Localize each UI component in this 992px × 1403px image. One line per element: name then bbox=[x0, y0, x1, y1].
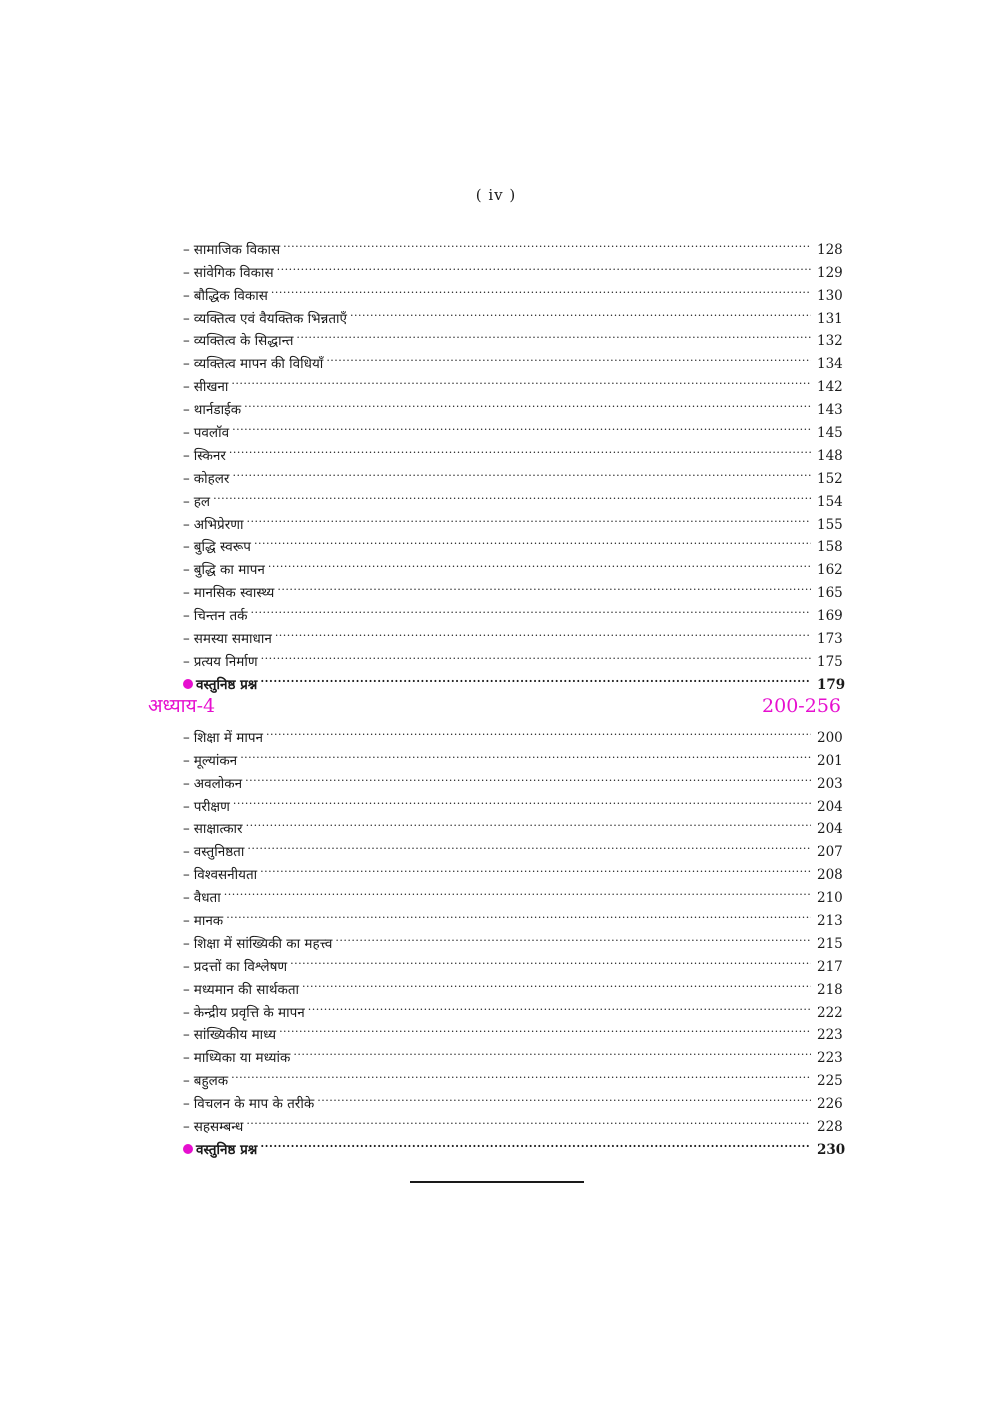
dash-marker: – bbox=[183, 1004, 190, 1021]
dash-marker: – bbox=[183, 333, 190, 350]
dash-marker: – bbox=[183, 913, 190, 930]
dash-marker: – bbox=[183, 844, 190, 861]
toc-entry-page: 222 bbox=[817, 1004, 843, 1021]
toc-entry-page: 225 bbox=[817, 1073, 843, 1090]
toc-entry bbox=[183, 742, 843, 769]
toc-entry bbox=[183, 1017, 843, 1044]
toc-entry-title: अवलोकन bbox=[193, 775, 243, 792]
dash-marker: – bbox=[183, 310, 190, 327]
toc-entry-title: चिन्तन तर्क bbox=[193, 608, 248, 625]
toc-entry bbox=[183, 1085, 843, 1113]
toc-entry bbox=[183, 879, 843, 907]
toc-entry-page: 218 bbox=[817, 981, 843, 998]
toc-entry-title: मानक bbox=[193, 913, 224, 930]
toc-entry bbox=[183, 856, 843, 884]
dash-marker: – bbox=[183, 379, 190, 396]
toc-entry-page: 132 bbox=[817, 333, 843, 350]
dash-marker: – bbox=[183, 356, 190, 373]
toc-entry-page: 215 bbox=[817, 935, 843, 952]
dash-marker: – bbox=[183, 653, 190, 670]
toc-entry bbox=[183, 506, 843, 533]
toc-entry-page: 204 bbox=[817, 821, 843, 838]
dash-marker: – bbox=[183, 821, 190, 838]
toc-entry bbox=[183, 1039, 843, 1067]
toc-entry-page: 128 bbox=[817, 241, 843, 258]
toc-entry bbox=[183, 460, 843, 487]
toc-entry-title: विचलन के माप के तरीके bbox=[193, 1096, 315, 1113]
page-number: ( iv ) bbox=[475, 186, 517, 204]
toc-entry bbox=[183, 551, 843, 579]
toc-entry-page: 230 bbox=[817, 1141, 846, 1158]
toc-entry bbox=[183, 368, 843, 396]
end-rule bbox=[410, 1181, 584, 1183]
toc-entry-page: 208 bbox=[817, 867, 843, 884]
dash-marker: – bbox=[183, 631, 190, 648]
toc-entry-page: 134 bbox=[817, 356, 843, 373]
dot-leader bbox=[279, 1017, 811, 1040]
toc-entry-page: 173 bbox=[817, 631, 843, 648]
toc-entry-page: 158 bbox=[817, 539, 843, 556]
dot-leader bbox=[231, 1062, 811, 1085]
toc-entry-title: वस्तुनिष्ठ प्रश्न bbox=[196, 676, 258, 693]
toc-entry-page: 130 bbox=[817, 287, 843, 304]
toc-entry-title: बहुलक bbox=[193, 1073, 229, 1090]
toc-entry-title: वस्तुनिष्ठता bbox=[193, 844, 245, 861]
toc-entry-title: हल bbox=[193, 493, 211, 510]
toc-entry-title: साक्षात्कार bbox=[193, 821, 243, 838]
toc-entry-title: बौद्धिक विकास bbox=[193, 287, 268, 304]
toc-entry-page: 207 bbox=[817, 844, 843, 861]
toc-entry-title: मानसिक स्वास्थ्य bbox=[193, 585, 275, 602]
dot-leader bbox=[266, 719, 811, 742]
dot-leader bbox=[232, 460, 811, 483]
dot-leader bbox=[246, 811, 811, 834]
toc-entry bbox=[183, 597, 843, 625]
dash-marker: – bbox=[183, 562, 190, 579]
toc-entry-page: 143 bbox=[817, 402, 843, 419]
dash-marker: – bbox=[183, 890, 190, 907]
dot-leader bbox=[271, 277, 811, 300]
toc-entry bbox=[183, 529, 843, 556]
toc-entry bbox=[183, 391, 843, 419]
dot-leader bbox=[233, 788, 811, 811]
dash-marker: – bbox=[183, 425, 190, 442]
dash-marker: – bbox=[183, 608, 190, 625]
dot-leader bbox=[277, 574, 811, 597]
dot-leader bbox=[245, 765, 811, 788]
toc-entry bbox=[183, 811, 843, 838]
dot-leader bbox=[326, 345, 811, 368]
toc-entry-page: 179 bbox=[817, 676, 846, 693]
dot-leader bbox=[229, 437, 811, 460]
toc-entry-title: व्यक्तित्व एवं वैयक्तिक भिन्नताएँ bbox=[193, 310, 348, 327]
toc-entry bbox=[183, 902, 843, 930]
dash-marker: – bbox=[183, 402, 190, 419]
toc-entry-page: 129 bbox=[817, 264, 843, 281]
toc-entry-page: 223 bbox=[817, 1027, 843, 1044]
dot-leader bbox=[317, 1085, 811, 1108]
toc-entry-title: कोहलर bbox=[193, 470, 230, 487]
dot-leader bbox=[251, 597, 811, 620]
dot-leader bbox=[261, 643, 811, 666]
dash-marker: – bbox=[183, 447, 190, 464]
dash-marker: – bbox=[183, 1096, 190, 1113]
dot-leader bbox=[268, 551, 811, 574]
dot-leader bbox=[350, 300, 811, 323]
toc-entry bbox=[183, 231, 843, 258]
toc-entry bbox=[183, 643, 843, 670]
toc-entry bbox=[183, 925, 843, 952]
dash-marker: – bbox=[183, 1119, 190, 1136]
dash-marker: – bbox=[183, 539, 190, 556]
dot-leader bbox=[260, 1131, 811, 1154]
toc-entry bbox=[183, 437, 843, 464]
toc-entry-title: सहसम्बन्ध bbox=[193, 1119, 244, 1136]
toc-entry-page: 213 bbox=[817, 913, 843, 930]
bullet-icon bbox=[183, 679, 193, 689]
bullet-icon bbox=[183, 1144, 193, 1154]
toc-entry-objective bbox=[183, 666, 846, 693]
dash-marker: – bbox=[183, 1027, 190, 1044]
dot-leader bbox=[254, 529, 811, 552]
dash-marker: – bbox=[183, 516, 190, 533]
dash-marker: – bbox=[183, 935, 190, 952]
dot-leader bbox=[296, 323, 811, 346]
dot-leader bbox=[283, 231, 811, 254]
toc-entry-page: 175 bbox=[817, 653, 843, 670]
toc-entry-title: प्रत्यय निर्माण bbox=[193, 653, 258, 670]
dot-leader bbox=[240, 742, 811, 765]
toc-entry-title: बुद्धि स्वरूप bbox=[193, 539, 251, 556]
dash-marker: – bbox=[183, 798, 190, 815]
toc-entry-title: सांवेगिक विकास bbox=[193, 264, 274, 281]
dot-leader bbox=[308, 994, 811, 1017]
toc-entry bbox=[183, 1062, 843, 1090]
toc-entry-title: वस्तुनिष्ठ प्रश्न bbox=[196, 1141, 258, 1158]
toc-entry-page: 201 bbox=[817, 752, 843, 769]
toc-entry-objective bbox=[183, 1131, 846, 1158]
toc-entry-title: शिक्षा में सांख्यिकी का महत्त्व bbox=[193, 935, 333, 952]
chapter-title: अध्याय-4 bbox=[148, 695, 216, 717]
toc-entry bbox=[183, 277, 843, 304]
dot-leader bbox=[290, 948, 811, 971]
dash-marker: – bbox=[183, 241, 190, 258]
toc-entry bbox=[183, 1108, 843, 1136]
dash-marker: – bbox=[183, 775, 190, 792]
toc-entry-page: 217 bbox=[817, 958, 843, 975]
dot-leader bbox=[246, 1108, 811, 1131]
dash-marker: – bbox=[183, 287, 190, 304]
dash-marker: – bbox=[183, 752, 190, 769]
toc-entry-page: 142 bbox=[817, 379, 843, 396]
toc-entry-title: समस्या समाधान bbox=[193, 631, 272, 648]
toc-entry-page: 203 bbox=[817, 775, 843, 792]
dash-marker: – bbox=[183, 493, 190, 510]
toc-entry-title: व्यक्तित्व के सिद्धान्त bbox=[193, 333, 294, 350]
toc-entry-page: 223 bbox=[817, 1050, 843, 1067]
toc-entry-title: शिक्षा में मापन bbox=[193, 729, 263, 746]
dot-leader bbox=[231, 368, 811, 391]
toc-entry-title: केन्द्रीय प्रवृत्ति के मापन bbox=[193, 1004, 305, 1021]
toc-entry-title: अभिप्रेरणा bbox=[193, 516, 244, 533]
toc-entry-page: 204 bbox=[817, 798, 843, 815]
toc-entry bbox=[183, 414, 843, 442]
dot-leader bbox=[226, 902, 811, 925]
toc-entry-page: 145 bbox=[817, 425, 843, 442]
dot-leader bbox=[260, 856, 811, 879]
dot-leader bbox=[247, 833, 811, 856]
toc-entry-title: विश्वसनीयता bbox=[193, 867, 258, 884]
chapter-page-range: 200-256 bbox=[762, 695, 841, 717]
dot-leader bbox=[275, 620, 811, 643]
toc-entry-title: वैधता bbox=[193, 890, 221, 907]
dot-leader bbox=[260, 666, 811, 689]
toc-entry-page: 169 bbox=[817, 608, 843, 625]
dot-leader bbox=[232, 414, 811, 437]
toc-entry-page: 210 bbox=[817, 890, 843, 907]
toc-entry-title: सांख्यिकीय माध्य bbox=[193, 1027, 277, 1044]
toc-entry-page: 162 bbox=[817, 562, 843, 579]
toc-entry-title: माध्यिका या मध्यांक bbox=[193, 1050, 291, 1067]
toc-entry-title: मध्यमान की सार्थकता bbox=[193, 981, 300, 998]
toc-entry-page: 154 bbox=[817, 493, 843, 510]
toc-entry bbox=[183, 620, 843, 648]
dot-leader bbox=[302, 971, 811, 994]
toc-entry-page: 200 bbox=[817, 729, 843, 746]
dash-marker: – bbox=[183, 958, 190, 975]
toc-section-b bbox=[183, 719, 846, 1158]
toc-entry-page: 165 bbox=[817, 585, 843, 602]
dash-marker: – bbox=[183, 867, 190, 884]
toc-entry bbox=[183, 719, 843, 746]
toc-entry-page: 152 bbox=[817, 470, 843, 487]
dot-leader bbox=[213, 483, 811, 506]
toc-entry-page: 148 bbox=[817, 447, 843, 464]
dash-marker: – bbox=[183, 585, 190, 602]
toc-section-a bbox=[183, 231, 846, 693]
toc-entry-page: 131 bbox=[817, 310, 843, 327]
toc-entry bbox=[183, 254, 843, 281]
toc-entry bbox=[183, 788, 843, 815]
toc-entry-title: सामाजिक विकास bbox=[193, 241, 281, 258]
dot-leader bbox=[247, 506, 811, 529]
toc-entry-page: 226 bbox=[817, 1096, 843, 1113]
toc-entry bbox=[183, 574, 843, 602]
dot-leader bbox=[277, 254, 811, 277]
dot-leader bbox=[224, 879, 811, 902]
toc-entry-title: सीखना bbox=[193, 379, 229, 396]
toc-entry-title: परीक्षण bbox=[193, 798, 230, 815]
dash-marker: – bbox=[183, 1050, 190, 1067]
toc-entry-title: मूल्यांकन bbox=[193, 752, 238, 769]
chapter-heading bbox=[148, 692, 841, 718]
toc-entry-title: थार्नडाईक bbox=[193, 402, 242, 419]
dot-leader bbox=[244, 391, 811, 414]
toc-entry-page: 155 bbox=[817, 516, 843, 533]
toc-entry-title: पवलॉव bbox=[193, 425, 230, 442]
toc-entry-page: 228 bbox=[817, 1119, 843, 1136]
dash-marker: – bbox=[183, 1073, 190, 1090]
toc-entry-title: बुद्धि का मापन bbox=[193, 562, 265, 579]
dash-marker: – bbox=[183, 470, 190, 487]
dash-marker: – bbox=[183, 264, 190, 281]
dash-marker: – bbox=[183, 981, 190, 998]
dot-leader bbox=[293, 1039, 811, 1062]
toc-entry bbox=[183, 833, 843, 861]
toc-entry bbox=[183, 483, 843, 510]
toc-entry bbox=[183, 765, 843, 792]
toc-entry bbox=[183, 300, 843, 327]
dash-marker: – bbox=[183, 729, 190, 746]
toc-entry-title: प्रदत्तों का विश्लेषण bbox=[193, 958, 288, 975]
dot-leader bbox=[335, 925, 811, 948]
toc-entry-title: स्किनर bbox=[193, 447, 226, 464]
toc-entry-title: व्यक्तित्व मापन की विधियाँ bbox=[193, 356, 324, 373]
